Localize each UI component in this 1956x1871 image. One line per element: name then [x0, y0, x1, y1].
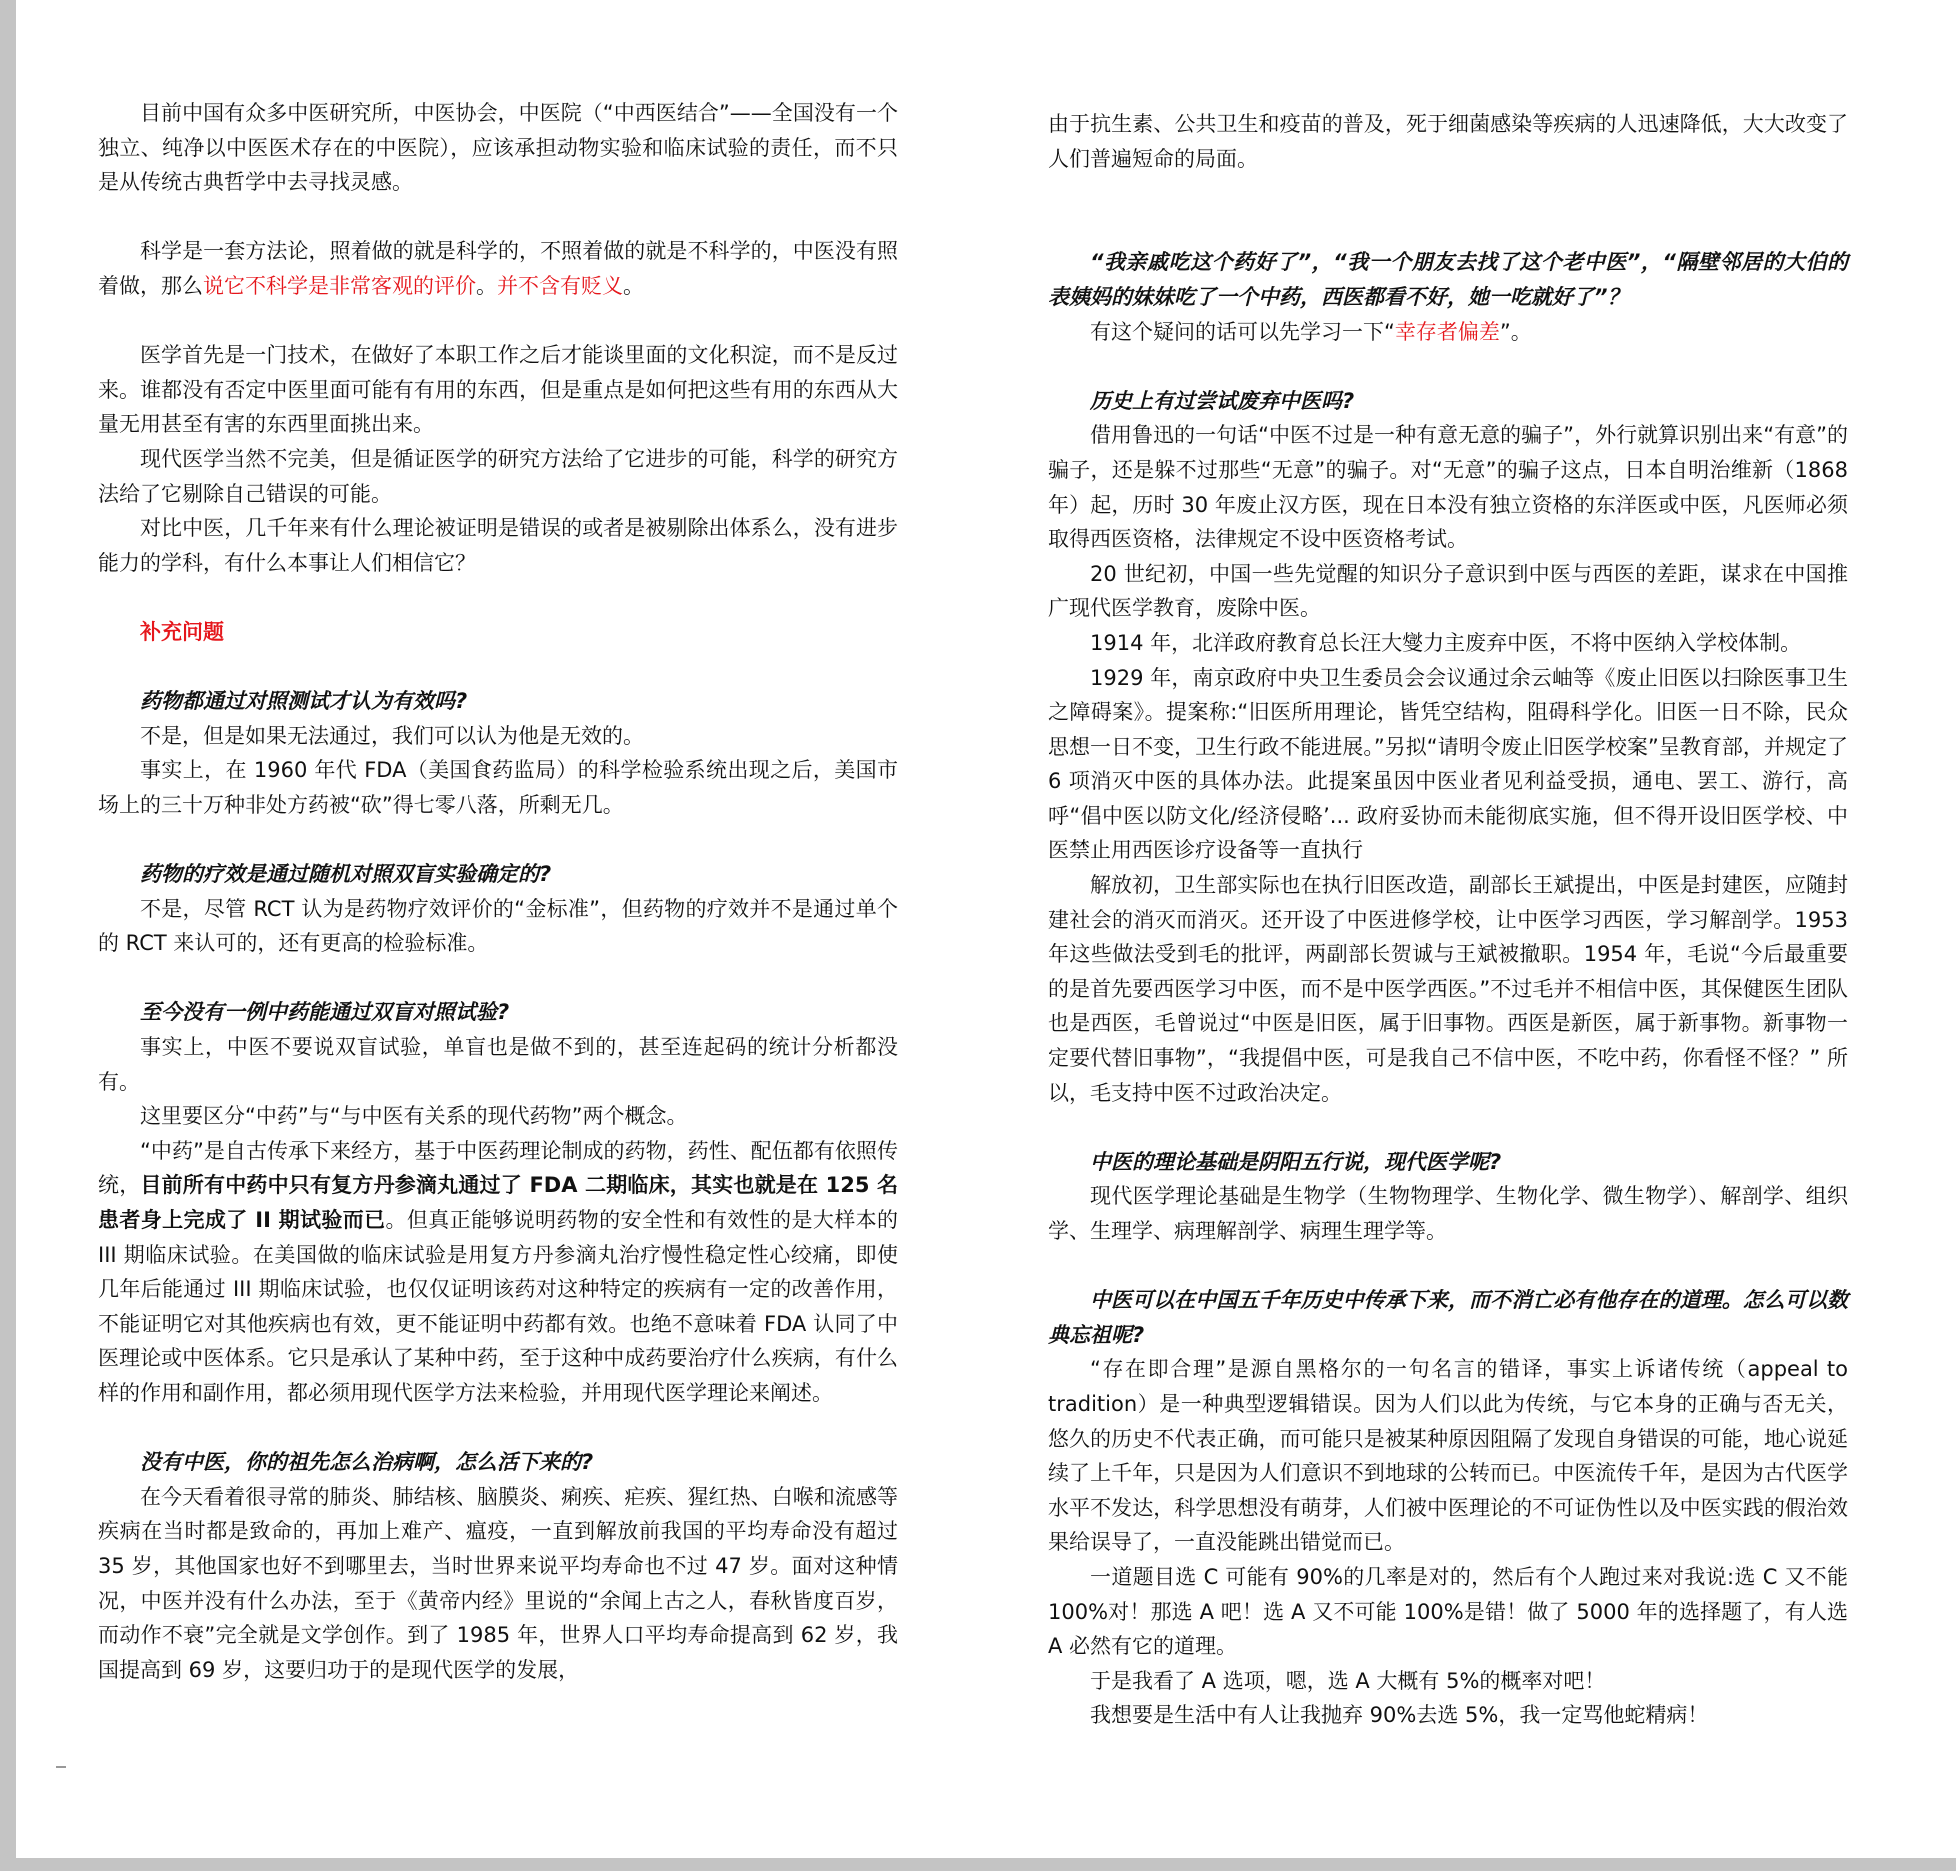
paragraph: 事实上，中医不要说双盲试验，单盲也是做不到的，甚至连起码的统计分析都没有。: [98, 1035, 898, 1094]
question-heading: 药物都通过对照测试才认为有效吗?: [140, 689, 468, 714]
paragraph: 现代医学理论基础是生物学（生物物理学、生物化学、微生物学）、解剖学、组织学、生理学、病理解剖学、病理生理学等。: [1048, 1184, 1848, 1243]
text-span: 。: [476, 273, 497, 298]
right-column: [1048, 107, 1848, 1733]
text-span: 。: [623, 273, 644, 298]
paragraph: 解放初，卫生部实际也在执行旧医改造，副部长王斌提出，中医是封建医，应随封建社会的消灭而消灭。还开设了中医进修学校，让中医学习西医，学习解剖学。1953 年这些做法受到毛的批评，两副部长贺诚与王斌被撤职。1954 年，毛说“今后最重要的是首先要西医学习中医，而不是中医学西医。”不过毛并不相信中医，其保健医生团队也是西医，毛曾说过“中医是旧医，属于旧事物。西医是新医，属于新事物。新事物一定要代替旧事物”，“我提倡中医，可是我自己不信中医，不吃中药，你看怪不怪？” 所以，毛支持中医不过政治决定。: [1048, 873, 1848, 1105]
paragraph: 一道题目选 C 可能有 90%的几率是对的，然后有个人跑过来对我说:选 C 又不能 100%对！那选 A 吧！选 A 又不可能 100%是错！做了 5000 年的选择题了，有人选 A 必然有它的道理。: [1048, 1564, 1848, 1659]
paragraph: 这里要区分“中药”与“与中医有关系的现代药物”两个概念。: [140, 1104, 688, 1129]
highlight-text: 并不含有贬义: [497, 273, 623, 298]
paragraph: 20 世纪初，中国一些先觉醒的知识分子意识到中医与西医的差距，谋求在中国推广现代医学教育，废除中医。: [1048, 561, 1848, 621]
paragraph: 借用鲁迅的一句话“中医不过是一种有意无意的骗子”，外行就算识别出来“有意”的骗子，还是躲不过那些“无意”的骗子。对“无意”的骗子这点，日本自明治维新（1868 年）起，历时 30 年废止汉方医，现在日本没有独立资格的东洋医或中医，凡医师必须取得西医资格，法律规定不设中医资格考试。: [1048, 423, 1848, 552]
paragraph: “存在即合理”是源自黑格尔的一句名言的错译，事实上诉诸传统（appeal to tradition）是一种典型逻辑错误。因为人们以此为传统，与它本身的正确与否无关，悠久的历史不代表正确，而可能只是被某种原因阻隔了发现自身错误的可能，地心说延续了上千年，只是因为人们意识不到地球的公转而已。中医流传千年，是因为古代医学水平不发达，科学思想没有萌芽，人们被中医理论的不可证伪性以及中医实践的假治效果给误导了，一直没能跳出错觉而已。: [1048, 1357, 1848, 1555]
left-column: [98, 96, 898, 1687]
paragraph: 医学首先是一门技术，在做好了本职工作之后才能谈里面的文化积淀，而不是反过来。谁都没有否定中医里面可能有有用的东西，但是重点是如何把这些有用的东西从大量无用甚至有害的东西里面挑出来。: [98, 343, 898, 437]
text-span: ”。: [1499, 319, 1532, 344]
paragraph: 我想要是生活中有人让我抛弃 90%去选 5%，我一定骂他蛇精病！: [1090, 1703, 1709, 1728]
question-heading: 历史上有过尝试废弃中医吗?: [1090, 388, 1355, 413]
paragraph: 事实上，在 1960 年代 FDA（美国食药监局）的科学检验系统出现之后，美国市场上的三十万种非处方药被“砍”得七零八落，所剩无几。: [98, 758, 898, 817]
paragraph: 不是，尽管 RCT 认为是药物疗效评价的“金标准”，但药物的疗效并不是通过单个的 RCT 来认可的，还有更高的检验标准。: [98, 896, 898, 956]
paragraph: 不是，但是如果无法通过，我们可以认为他是无效的。: [140, 723, 644, 748]
paragraph: 目前中国有众多中医研究所，中医协会，中医院（“中西医结合”——全国没有一个独立、纯净以中医医术存在的中医院），应该承担动物实验和临床试验的责任，而不只是从传统古典哲学中去寻找灵感。: [98, 101, 898, 195]
question-heading: 中医的理论基础是阴阳五行说，现代医学呢?: [1090, 1149, 1502, 1174]
highlight-text: 幸存者偏差: [1394, 319, 1500, 344]
paragraph: [1048, 315, 1848, 350]
margin-mark: [56, 1766, 66, 1768]
text-span: 科学是一套方法论，照着做的就是科学的，不照着做的就是不科学的，中医没有照着做，那么: [98, 239, 898, 298]
paragraph: 对比中医，几千年来有什么理论被证明是错误的或者是被剔除出体系么，没有进步能力的学科，有什么本事让人们相信它？: [98, 516, 898, 575]
question-heading: 至今没有一例中药能通过双盲对照试验?: [140, 1000, 510, 1025]
text-span: “中药”是自古传承下来经方，基于中医药理论制成的药物，药性、配伍都有依照传统，: [98, 1138, 898, 1198]
question-heading: 药物的疗效是通过随机对照双盲实验确定的?: [140, 862, 552, 887]
document-page: [16, 0, 1956, 1858]
question-heading: 中医可以在中国五千年历史中传承下来，而不消亡必有他存在的道理。怎么可以数典忘祖呢?: [1048, 1288, 1848, 1347]
paragraph: 1929 年，南京政府中央卫生委员会会议通过余云岫等《废止旧医以扫除医事卫生之障碍案》。提案称:“旧医所用理论，皆凭空结构，阻碍科学化。旧医一日不除，民众思想一日不变，卫生行政不能进展。”另拟“请明令废止旧医学校案”呈教育部，并规定了 6 项消灭中医的具体办法。此提案虽因中医业者见利益受损，通电、罢工、游行，高呼“倡中医以防文化/经济侵略’... 政府妥协而未能彻底实施，但不得开设旧医学校、中医禁止用西医诊疗设备等一直执行: [1048, 665, 1848, 863]
section-heading: 补充问题: [140, 619, 224, 644]
paragraph: 在今天看着很寻常的肺炎、肺结核、脑膜炎、痢疾、疟疾、猩红热、白喉和流感等疾病在当时都是致命的，再加上难产、瘟疫，一直到解放前我国的平均寿命没有超过 35 岁，其他国家也好不到哪里去，当时世界来说平均寿命也不过 47 岁。面对这种情况，中医并没有什么办法，至于《黄帝内经》里说的“余闻上古之人，春秋皆度百岁，而动作不衰”完全就是文学创作。到了 1985 年，世界人口平均寿命提高到 62 岁，我国提高到 69 岁，这要归功于的是现代医学的发展，: [98, 1484, 898, 1682]
paragraph: 于是我看了 A 选项，嗯，选 A 大概有 5%的概率对吧！: [1090, 1668, 1606, 1693]
paragraph: [98, 1134, 898, 1411]
paragraph: 由于抗生素、公共卫生和疫苗的普及，死于细菌感染等疾病的人迅速降低，大大改变了人们普遍短命的局面。: [1048, 112, 1848, 171]
paragraph: [98, 234, 898, 303]
text-span: 有这个疑问的话可以先学习一下“: [1090, 319, 1395, 344]
highlight-text: 说它不科学是非常客观的评价: [203, 273, 476, 298]
question-heading: “我亲戚吃这个药好了”，“我一个朋友去找了这个老中医”，“隔壁邻居的大伯的表姨妈的妹妹吃了一个中药，西医都看不好，她一吃就好了”？: [1048, 250, 1848, 309]
paragraph: 现代医学当然不完美，但是循证医学的研究方法给了它进步的可能，科学的研究方法给了它剔除自己错误的可能。: [98, 446, 898, 506]
text-span: 。但真正能够说明药物的安全性和有效性的是大样本的 III 期临床试验。在美国做的临床试验是用复方丹参滴丸治疗慢性稳定性心绞痛，即使几年后能通过 III 期临床试验，也仅仅证明该药对这种特定的疾病有一定的改善作用，不能证明它对其他疾病也有效，更不能证明中药都有效。也绝不意味着 FDA 认同了中医理论或中医体系。它只是承认了某种中药，至于这种中成药要治疗什么疾病，有什么样的作用和副作用，都必须用现代医学方法来检验，并用现代医学理论来阐述。: [98, 1208, 898, 1405]
paragraph: 1914 年，北洋政府教育总长汪大燮力主废弃中医，不将中医纳入学校体制。: [1090, 630, 1802, 655]
question-heading: 没有中医，你的祖先怎么治病啊，怎么活下来的?: [140, 1450, 594, 1475]
bold-text: 目前所有中药中只有复方丹参滴丸通过了 FDA 二期临床，其实也就是在 125 名患者身上完成了 II 期试验而已: [98, 1173, 899, 1232]
